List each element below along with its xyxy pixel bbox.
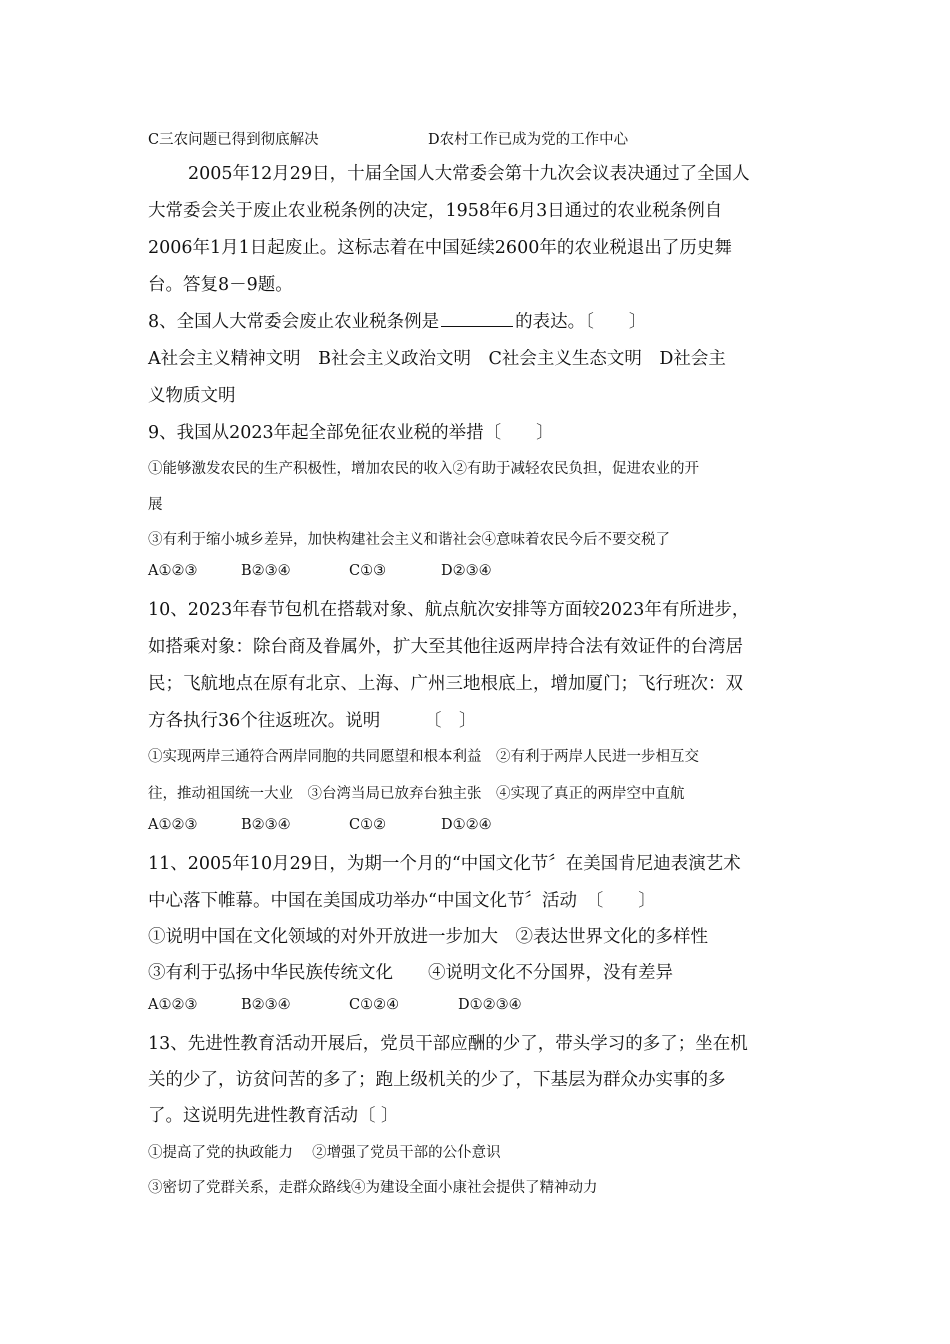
question-9-statement-1: ①能够激发农民的生产积极性，增加农民的收入②有助于减轻农民负担，促进农业的开 [148, 461, 699, 477]
question-10-line-1: 10、2023年春节包机在搭载对象、航点航次安排等方面较2023年有所进步， [148, 600, 750, 620]
question-13-line-3: 了。这说明先进性教育活动〔 〕 [148, 1106, 399, 1126]
question-13-statement-2: ③密切了党群关系，走群众路线④为建设全面小康社会提供了精神动力 [148, 1180, 598, 1196]
intro-line-2: 大常委会关于废止农业税条例的决定，1958年6月3日通过的农业税条例自 [148, 201, 723, 221]
question-10-statement-2: 往，推动祖国统一大业 ③台湾当局已放弃台独主张 ④实现了真正的两岸空中直航 [148, 786, 685, 802]
choice-d: D②③④ [441, 563, 492, 579]
question-8-suffix: 的表达。〔 〕 [515, 312, 647, 332]
choice-a: A①②③ [148, 997, 198, 1013]
question-10-statement-1: ①实现两岸三通符合两岸同胞的共同愿望和根本利益 ②有利于两岸人民进一步相互交 [148, 749, 699, 765]
question-13-line-2: 关的少了，访贫问苦的多了；跑上级机关的少了，下基层为群众办实事的多 [148, 1070, 726, 1090]
choice-c: C①②④ [349, 997, 400, 1013]
question-8-options-1: A社会主义精神文明 B社会主义政治文明 C社会主义生态文明 D社会主 [148, 349, 726, 369]
choice-a: A①②③ [148, 817, 198, 833]
choice-b: B②③④ [241, 997, 291, 1013]
question-13-line-1: 13、先进性教育活动开展后，党员干部应酬的少了，带头学习的多了；坐在机 [148, 1034, 748, 1054]
question-9: 9、我国从2023年起全部免征农业税的举措〔 〕 [148, 423, 554, 443]
question-8-text: 8、全国人大常委会废止农业税条例是 [148, 312, 440, 332]
question-10-choices [148, 817, 492, 833]
question-10-line-2: 如搭乘对象：除台商及眷属外，扩大至其他往返两岸持合法有效证件的台湾居 [148, 637, 743, 657]
question-9-choices [148, 563, 492, 579]
intro-line-3: 2006年1月1日起废止。这标志着在中国延续2600年的农业税退出了历史舞 [148, 238, 732, 258]
question-8-options-2: 义物质文明 [148, 386, 236, 406]
choice-b: B②③④ [241, 817, 291, 833]
question-11-line-1: 11、2005年10月29日，为期一个月的“中国文化节〞在美国肯尼迪表演艺术 [148, 854, 741, 874]
intro-line-1: 2005年12月29日，十届全国人大常委会第十九次会议表决通过了全国人 [188, 164, 750, 184]
answer-blank [441, 312, 513, 327]
question-10-line-3: 民；飞航地点在原有北京、上海、广州三地根底上，增加厦门；飞行班次：双 [148, 674, 743, 694]
choice-b: B②③④ [241, 563, 291, 579]
question-10-line-4: 方各执行36个往返班次。说明 〔 〕 [148, 711, 477, 731]
question-11-statement-1: ①说明中国在文化领域的对外开放进一步加大 ②表达世界文化的多样性 [148, 927, 708, 947]
choice-d: D①②④ [441, 817, 492, 833]
question-13-statement-1: ①提高了党的执政能力 ②增强了党员干部的公仆意识 [148, 1145, 501, 1161]
option-d: D农村工作已成为党的工作中心 [428, 132, 629, 148]
choice-a: A①②③ [148, 563, 198, 579]
choice-d: D①②③④ [458, 997, 522, 1013]
question-11-statement-2: ③有利于弘扬中华民族传统文化 ④说明文化不分国界，没有差异 [148, 963, 673, 983]
question-11-line-2: 中心落下帷幕。中国在美国成功举办“中国文化节〞活动 〔 〕 [148, 891, 656, 911]
question-9-statement-2: 展 [148, 497, 163, 513]
question-11-choices [148, 997, 522, 1013]
question-9-statement-3: ③有利于缩小城乡差异，加快构建社会主义和谐社会④意味着农民今后不要交税了 [148, 532, 670, 548]
choice-c: C①③ [349, 563, 387, 579]
option-line-c-d [148, 128, 629, 149]
choice-c: C①② [349, 817, 387, 833]
question-8 [148, 308, 646, 333]
option-c: C三农问题已得到彻底解决 [148, 132, 319, 148]
intro-line-4: 台。答复8－9题。 [148, 275, 293, 295]
